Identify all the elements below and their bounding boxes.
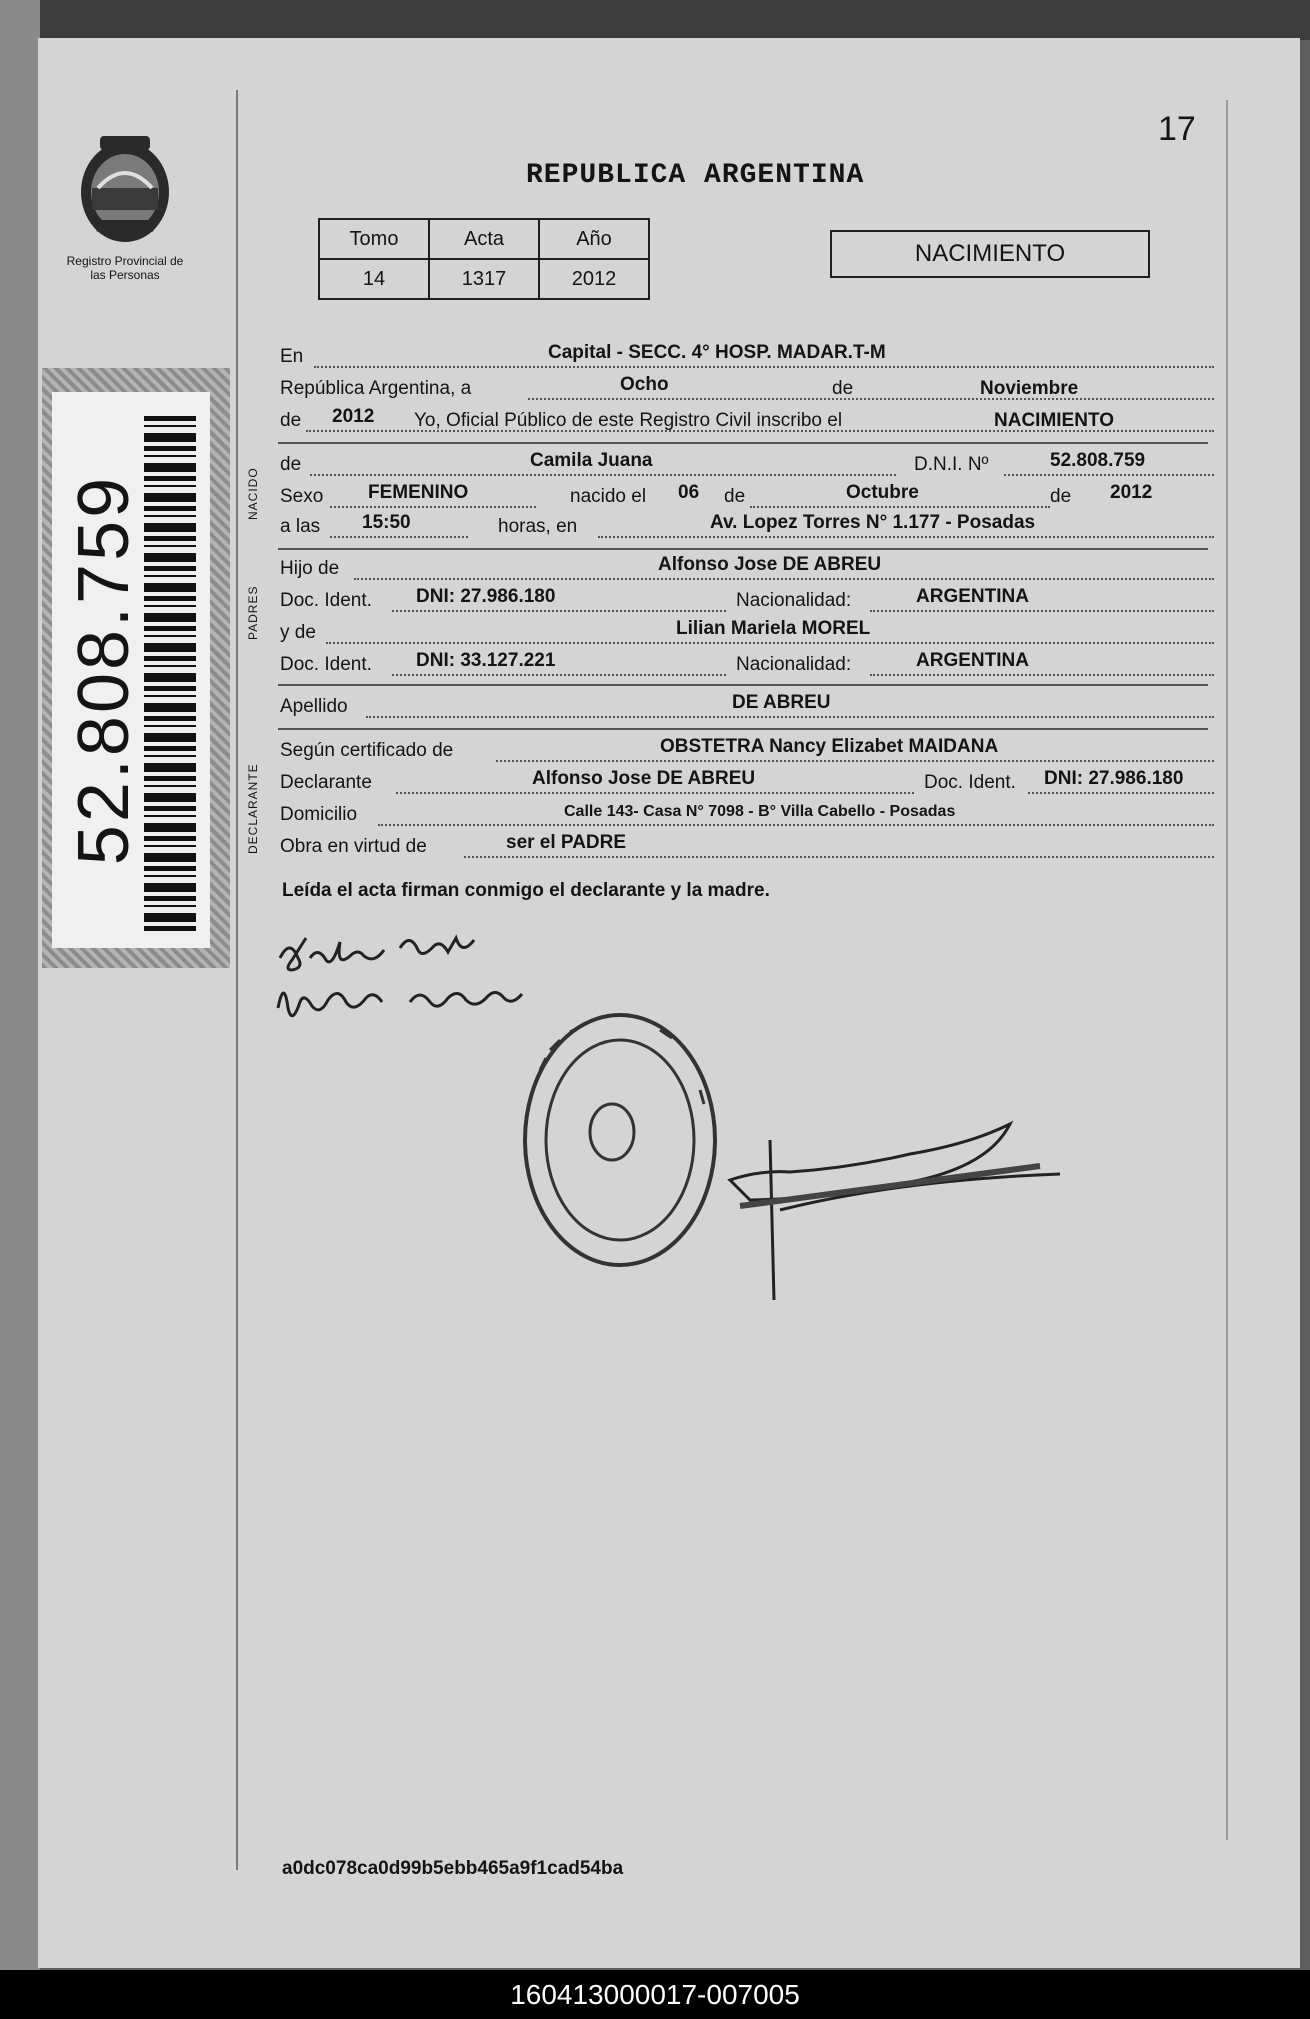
label-place: En — [280, 346, 304, 367]
row-date — [280, 374, 1210, 402]
coat-of-arms-icon — [70, 130, 180, 250]
section-divider — [278, 442, 1208, 444]
label-de: de — [724, 486, 746, 507]
value-mother-nationality: ARGENTINA — [916, 650, 1029, 671]
value-child-dni: 52.808.759 — [1050, 450, 1146, 471]
left-margin-rule — [236, 90, 238, 1870]
value-place: Capital - SECC. 4° HOSP. MADAR.T-M — [548, 342, 886, 363]
value-birth-year: 2012 — [1110, 482, 1153, 503]
label-doc-ident: Doc. Ident. — [280, 590, 372, 611]
value-year: 2012 — [332, 406, 375, 427]
value-birth-address: Av. Lopez Torres N° 1.177 - Posadas — [710, 512, 1036, 533]
dotted-rule — [330, 536, 468, 538]
value-surname: DE ABREU — [732, 692, 831, 713]
dotted-rule — [326, 642, 1214, 644]
value-father-name: Alfonso Jose DE ABREU — [658, 554, 882, 575]
label-nationality: Nacionalidad: — [736, 590, 852, 611]
registry-value-tomo: 14 — [319, 259, 429, 299]
act-type-box: NACIMIENTO — [830, 230, 1150, 278]
row-born-time-place — [280, 512, 1210, 540]
dotted-rule — [314, 366, 1214, 368]
label-hours-in: horas, en — [498, 516, 578, 537]
label-address: Domicilio — [280, 804, 358, 825]
value-declarant-address: Calle 143- Casa N° 7098 - B° Villa Cabello - Posadas — [564, 803, 956, 820]
birth-certificate-page — [38, 38, 1300, 1968]
label-nationality: Nacionalidad: — [736, 654, 852, 675]
row-surname — [280, 692, 1210, 720]
dotted-rule — [396, 792, 914, 794]
section-label-declarant: DECLARANTE — [246, 763, 260, 854]
row-certificate — [280, 736, 1210, 764]
scan-left-edge — [0, 0, 40, 1975]
dotted-rule — [496, 760, 1214, 762]
row-mother-doc — [280, 650, 1210, 678]
dotted-rule — [528, 398, 1214, 400]
section-divider — [278, 684, 1208, 686]
label-time: a las — [280, 516, 321, 537]
section-label-parents: PADRES — [246, 585, 260, 640]
section-label-born: NACIDO — [246, 467, 260, 520]
dotted-rule — [366, 716, 1214, 718]
inscribe-text: Yo, Oficial Público de este Registro Civil inscribo el — [414, 410, 843, 431]
value-father-doc: DNI: 27.986.180 — [416, 586, 556, 607]
country-heading: REPUBLICA ARGENTINA — [526, 160, 865, 191]
dotted-rule — [392, 610, 726, 612]
official-seal-and-signature — [520, 1010, 1080, 1310]
dotted-rule — [750, 506, 1050, 508]
value-mother-name: Lilian Mariela MOREL — [676, 618, 871, 639]
dotted-rule — [310, 474, 896, 476]
value-mother-doc: DNI: 33.127.221 — [416, 650, 556, 671]
label-born-de: de — [280, 454, 302, 475]
row-born-sex-date — [280, 482, 1210, 510]
row-address — [280, 800, 1210, 828]
row-born-name — [280, 450, 1210, 478]
dotted-rule — [870, 610, 1214, 612]
row-place — [280, 342, 1210, 370]
section-divider — [278, 728, 1208, 730]
dotted-rule — [1028, 792, 1214, 794]
registry-header-tomo: Tomo — [319, 219, 429, 259]
label-certificate: Según certificado de — [280, 740, 454, 761]
dotted-rule — [392, 674, 726, 676]
row-mother — [280, 618, 1210, 646]
value-declarant-doc: DNI: 27.986.180 — [1044, 768, 1184, 789]
value-month: Noviembre — [980, 378, 1079, 399]
label-country-date: República Argentina, a — [280, 378, 472, 399]
dotted-rule — [870, 674, 1214, 676]
right-margin-rule — [1226, 100, 1228, 1840]
value-birth-time: 15:50 — [362, 512, 411, 533]
label-de: de — [1050, 486, 1072, 507]
dotted-rule — [378, 824, 1214, 826]
label-year-prefix: de — [280, 410, 302, 431]
dotted-rule — [330, 506, 536, 508]
label-capacity: Obra en virtud de — [280, 836, 427, 857]
footer-code: 160413000017-007005 — [510, 1979, 800, 2010]
provincial-registry-logo — [60, 130, 190, 282]
label-and-of: y de — [280, 622, 316, 643]
scan-dark-top — [0, 0, 1310, 40]
row-father — [280, 554, 1210, 582]
label-sex: Sexo — [280, 486, 324, 507]
barcode-dni-number: 52.808.759 — [64, 474, 144, 866]
value-father-nationality: ARGENTINA — [916, 586, 1029, 607]
label-child-of: Hijo de — [280, 558, 340, 579]
page-number: 17 — [1158, 110, 1196, 148]
registry-value-acta: 1317 — [429, 259, 539, 299]
dotted-rule — [598, 536, 1214, 538]
value-act-registered: NACIMIENTO — [994, 410, 1114, 431]
dotted-rule — [464, 856, 1214, 858]
value-birth-month: Octubre — [846, 482, 919, 503]
row-capacity — [280, 832, 1210, 860]
barcode-sticker — [52, 392, 210, 948]
registry-value-ano: 2012 — [539, 259, 649, 299]
row-year — [280, 406, 1210, 434]
section-divider — [278, 548, 1208, 550]
value-certificate: OBSTETRA Nancy Elizabet MAIDANA — [660, 736, 999, 757]
closing-statement: Leída el acta firman conmigo el declarante y la madre. — [282, 880, 770, 901]
value-declarant-name: Alfonso Jose DE ABREU — [532, 768, 756, 789]
value-birth-day: 06 — [678, 482, 700, 503]
label-dni: D.N.I. Nº — [914, 454, 989, 475]
dotted-rule — [354, 578, 1214, 580]
label-surname: Apellido — [280, 696, 348, 717]
value-capacity: ser el PADRE — [506, 832, 627, 853]
barcode-bars-icon — [144, 416, 196, 932]
document-hash: a0dc078ca0d99b5ebb465a9f1cad54ba — [282, 1858, 624, 1879]
label-declarant: Declarante — [280, 772, 372, 793]
value-day: Ocho — [620, 374, 669, 395]
value-child-name: Camila Juana — [530, 450, 653, 471]
registry-header-ano: Año — [539, 219, 649, 259]
footer-code-bar — [0, 1970, 1310, 2019]
label-born-on: nacido el — [570, 486, 647, 507]
row-declarant — [280, 768, 1210, 796]
row-father-doc — [280, 586, 1210, 614]
registry-table — [318, 218, 650, 300]
registry-header-acta: Acta — [429, 219, 539, 259]
value-sex: FEMENINO — [368, 482, 469, 503]
label-declarant-doc: Doc. Ident. — [924, 772, 1016, 793]
label-de: de — [832, 378, 854, 399]
logo-caption: Registro Provincial de las Personas — [66, 254, 184, 282]
label-doc-ident: Doc. Ident. — [280, 654, 372, 675]
dotted-rule — [1004, 474, 1214, 476]
